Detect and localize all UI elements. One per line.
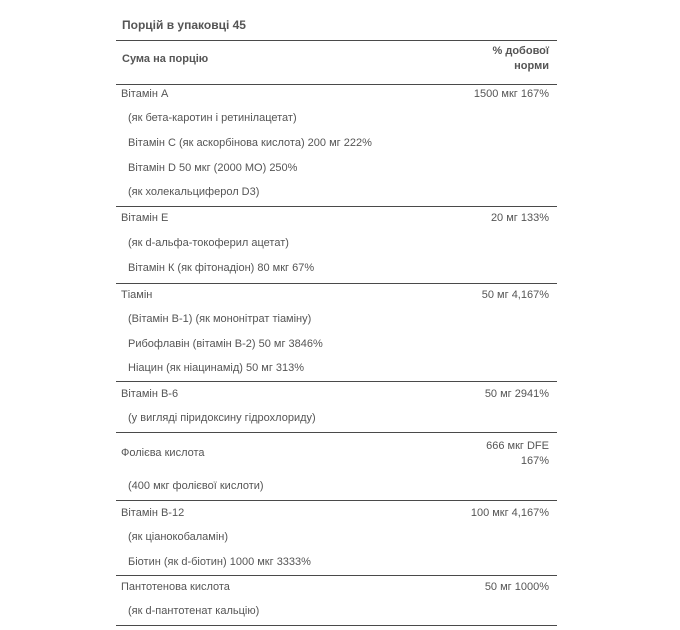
nutrient-value: 20 мг 133%: [490, 212, 549, 224]
row-divider: [116, 206, 557, 207]
nutrient-name: Вітамін А: [121, 88, 169, 100]
nutrient-value: 50 мг 4,167%: [481, 289, 549, 301]
row-divider: [116, 432, 557, 433]
nutrient-value-line2: 167%: [520, 455, 549, 467]
row-divider: [116, 84, 557, 85]
nutrient-value: 1500 мкг 167%: [473, 88, 549, 100]
nutrient-name: Вітамін B-6: [121, 388, 179, 400]
row-divider: [116, 575, 557, 576]
daily-value-header-line1: % добової: [492, 45, 549, 57]
daily-value-header-line2: норми: [514, 60, 549, 72]
nutrient-name: Вітамін Е: [121, 212, 169, 224]
nutrient-name: Вітамін B-12: [121, 507, 185, 519]
nutrient-name: Пантотенова кислота: [121, 581, 230, 593]
nutrient-name: Тіамін: [121, 289, 153, 301]
row-divider: [116, 283, 557, 284]
nutrient-value: 100 мкг 4,167%: [470, 507, 549, 519]
servings-per-container: Порцій в упаковці 45: [122, 18, 246, 32]
row-divider: [116, 500, 557, 501]
nutrient-value: 50 мг 2941%: [484, 388, 549, 400]
daily-value-header: [493, 44, 549, 74]
nutrient-name: Фолієва кислота: [121, 447, 205, 459]
table-top-rule: [116, 40, 557, 41]
nutrient-value-line1: 666 мкг DFE: [486, 440, 549, 452]
row-divider: [116, 625, 557, 626]
nutrient-value: [486, 439, 549, 469]
row-divider: [116, 381, 557, 382]
nutrient-value: 50 мг 1000%: [484, 581, 549, 593]
amount-per-serving-header: Сума на порцію: [122, 53, 209, 65]
